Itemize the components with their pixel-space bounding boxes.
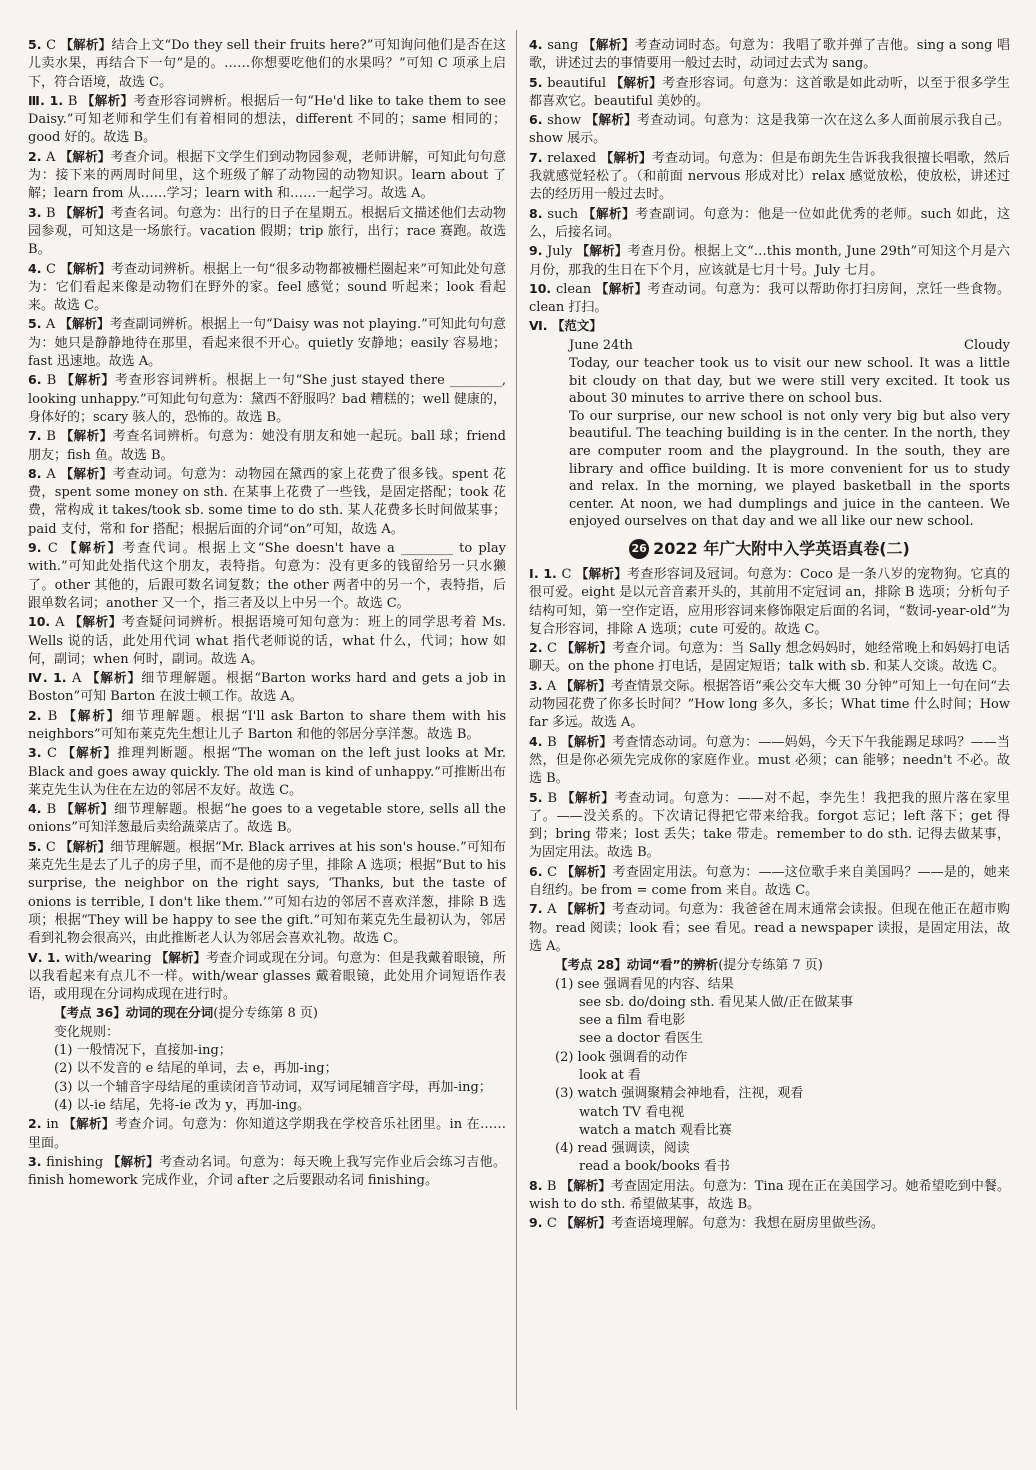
analysis-label: 【解析】 (561, 863, 613, 879)
analysis-label: 【解析】 (62, 745, 118, 761)
answer-item (529, 149, 1010, 205)
analysis-label: 【解析】 (585, 112, 637, 128)
analysis-text: 考查副词辨析。根据上一句“Daisy was not playing.”可知此句句意为：她只是静静地待在那里，看起来很不开心。quietly 安静地；easily 容易地；fast 迅速地。故选 A。 (28, 317, 506, 370)
analysis-text: 考查动词。句意为：但是布朗先生告诉我我很擅长唱歌，然后我就感觉轻松了。（和前面 nervous 形成对比）relax 感觉放松，使放松，讲述过去的经历用一般过去时。 (529, 150, 1010, 203)
question-number: 5. (28, 37, 47, 52)
answer-value: A (72, 671, 87, 687)
answer-value: B (546, 1178, 561, 1194)
analysis-label: 【解析】 (576, 243, 628, 259)
answer-value: relaxed (547, 150, 601, 166)
answer-value: July (547, 244, 577, 260)
answer-item (529, 242, 1010, 280)
analysis-label: 【解析】 (81, 92, 134, 108)
analysis-text: 考查介词。句意为：你知道这学期我在学校音乐社团里。in 在……里面。 (28, 1117, 506, 1151)
analysis-text: 考查动词时态。句意为：我唱了歌并弹了吉他。sing a song 唱歌，讲述过去的事情要用一般过去时，动词过去式为 sang。 (529, 38, 1010, 72)
answer-value: B (547, 734, 562, 750)
question-number: 8. (529, 205, 548, 221)
question-number: 4. (529, 733, 548, 749)
analysis-label: 【解析】 (560, 1177, 611, 1193)
key-point-line: watch TV 看电视 (579, 1104, 685, 1120)
answer-value: finishing (46, 1154, 108, 1170)
analysis-label: 【解析】 (86, 670, 142, 686)
question-number: 3. (28, 745, 48, 761)
answer-item (28, 465, 506, 539)
answer-item (28, 613, 506, 669)
question-number: 4. (28, 801, 47, 817)
answer-value: B (47, 708, 64, 724)
section-number: Ⅵ. (529, 318, 552, 334)
question-number: 1. (543, 565, 562, 581)
analysis-label: 【解析】 (561, 640, 613, 656)
analysis-text: 考查动词。句意为：我可以帮助你打扫房间，烹饪一些食物。clean 打扫。 (529, 281, 1010, 316)
question-number: 8. (529, 1177, 547, 1193)
question-number: 9. (529, 243, 548, 259)
answer-value: such (547, 206, 583, 222)
question-number: 10. (529, 280, 556, 296)
answer-item (28, 371, 506, 427)
key-point-title: 动词的现在分词 (125, 1005, 214, 1021)
analysis-label: 【解析】 (63, 1116, 115, 1132)
question-number: 6. (28, 372, 47, 388)
question-number: 4. (28, 260, 46, 276)
analysis-label: 【解析】 (155, 949, 206, 965)
analysis-text: 考查形容词辨析。根据后一句“He'd like to take them to see Daisy.”可知老师和学生们有着相同的想法，different 不同的；same 相同的；good 好的。故选 B。 (28, 93, 506, 146)
analysis-label: 【解析】 (575, 565, 628, 581)
question-number: 4. (529, 37, 548, 52)
analysis-label: 【解析】 (107, 1153, 160, 1169)
essay-date: June 24th (569, 337, 633, 353)
key-point-line: 变化规则： (54, 1024, 120, 1040)
analysis-label: 【解析】 (60, 465, 113, 481)
analysis-label: 【解析】 (60, 838, 111, 854)
answer-value: show (547, 113, 586, 129)
answer-value: B (46, 802, 62, 818)
analysis-label: 【解析】 (560, 677, 611, 693)
answer-value: with/wearing (64, 950, 156, 966)
analysis-text: 考查动词。句意为：这是我第一次在这么多人面前展示我自己。show 展示。 (529, 113, 1010, 147)
analysis-text: 推理判断题。根据“The woman on the left just looks at Mr. Black and goes away quickly. The old man is kind of unhappy.”可推断出布莱克先生认为住在左边的邻居不友好。故选 C。 (28, 746, 506, 798)
analysis-text: 考查动词。句意为：动物园在黛西的家上花费了很多钱。spent 花费，spent some money on sth. 在某事上花费了一些钱，是固定搭配；took 花费，常构成 it takes/took sb. some time to do sth. 某人花费多长时间做某事；paid 支付，常和 for 搭配；根据后面的介词“on”可知，故选 A。 (28, 466, 506, 537)
question-number: 5. (529, 789, 548, 805)
answer-item (529, 639, 1010, 677)
analysis-text: 考查名词辨析。句意为：她没有朋友和她一起玩。ball 球；friend 朋友；fish 鱼。故选 B。 (28, 429, 506, 463)
answer-item (28, 838, 506, 949)
question-number: 2. (28, 707, 48, 723)
question-number: 9. (28, 540, 48, 556)
analysis-label: 【解析】 (582, 37, 635, 52)
key-point-tag: 【考点 28】 (555, 957, 627, 973)
analysis-label: 【解析】 (60, 37, 112, 52)
answer-value: clean (555, 281, 596, 297)
key-point-line: see sb. do/doing sth. 看见某人做/正在做某事 (579, 994, 854, 1010)
analysis-text: 考查固定用法。句意为：Tina 现在正在美国学习。她希望吃到中餐。wish to do sth. 希望做某事，故选 B。 (529, 1178, 1010, 1213)
exam-title-text: 2022 年广大附中入学英语真卷(二) (653, 538, 910, 558)
key-point-line: (1) see 强调看见的内容、结果 (555, 976, 734, 992)
answer-item (28, 148, 506, 204)
question-number: 7. (529, 901, 548, 917)
analysis-label: 【解析】 (561, 789, 615, 805)
answer-item (28, 36, 506, 92)
key-point-ref: (提分专练第 8 页) (213, 1006, 318, 1022)
analysis-text: 考查形容词辨析。根据上一句“She just stayed there ________, looking unhappy.”可知此句句意为：黛西不舒服吗？bad 糟糕的；well 健康的，身体好的；scary 骇人的，恐怖的。故选 B。 (28, 373, 506, 425)
analysis-label: 【解析】 (560, 901, 612, 917)
question-number: 7. (28, 428, 47, 444)
question-number: 2. (529, 640, 548, 656)
analysis-label: 【解析】 (582, 205, 636, 221)
question-number: 5. (28, 316, 46, 332)
analysis-text: 考查动词。句意为：我爸爸在周末通常会读报。但现在他正在超市购物。read 阅读；look 看；see 看见。read a newspaper 读报，是固定用法，故选 A。 (529, 902, 1010, 954)
answer-value: C (47, 746, 63, 762)
question-number: 2. (28, 148, 46, 164)
section-number: Ⅳ. (28, 670, 54, 686)
answer-item (28, 315, 506, 371)
answer-item (529, 1214, 1010, 1233)
question-number: 3. (28, 1153, 47, 1169)
answer-value: C (45, 261, 61, 277)
analysis-label: 【解析】 (61, 801, 115, 817)
answer-value: B (67, 93, 82, 109)
answer-item (28, 1153, 506, 1191)
essay-date-line (529, 337, 1010, 355)
answer-value: C (546, 1216, 561, 1232)
answer-value: A (46, 466, 61, 482)
question-number: 5. (28, 838, 46, 854)
key-point-line: (4) 以-ie 结尾，先将-ie 改为 y，再加-ing。 (54, 1097, 311, 1113)
question-number: 10. (28, 614, 56, 630)
left-column (28, 36, 506, 1190)
key-point-line: (2) 以不发音的 e 结尾的单词，去 e，再加-ing； (54, 1061, 338, 1077)
answer-item (28, 260, 506, 316)
key-point-heading (529, 956, 1010, 975)
section-number: Ⅲ. (28, 92, 50, 108)
answer-item (28, 92, 506, 148)
answer-item (529, 565, 1010, 639)
question-number: 6. (529, 112, 548, 128)
section-number: Ⅰ. (529, 565, 544, 581)
key-point-line: (4) read 强调读，阅读 (555, 1141, 690, 1157)
answer-value: C (45, 839, 61, 855)
question-number: 2. (28, 1116, 47, 1132)
essay-paragraph: To our surprise, our new school is not only very big but also very beautiful. The teaching building is in the center. In the north, they are computer room and the playground. In the south, they are library and office building. It is more convenient for us to study and relax. In the morning, we played basketball in the sports center. At noon, we had dumplings and juice in the canteen. We enjoyed ourselves on that day and we all like our new school. (569, 408, 1010, 530)
analysis-text: 考查月份。根据上文“…this month, June 29th”可知这个月是六月份，那我的生日在下个月，应该就是七月十号。July 七月。 (529, 244, 1010, 278)
analysis-text: 细节理解题。根据“I'll ask Barton to share them with his neighbors”可知布莱克先生想让儿子 Barton 和他的邻居分享洋葱。故选 B。 (28, 708, 506, 742)
answer-value: A (546, 678, 561, 694)
analysis-label: 【解析】 (59, 148, 111, 164)
exam-title (529, 537, 1010, 561)
essay-weather: Cloudy (964, 337, 1010, 353)
answer-item (529, 789, 1010, 863)
answer-item (28, 669, 506, 707)
analysis-text: 结合上文“Do they sell their fruits here?”可知询问他们是否在这儿卖水果，再结合下一句“是的。……你想要吃他们的水果吗？”可知 C 项承上启下，符合语境，故选 C。 (28, 38, 506, 90)
answer-value: B (547, 790, 562, 806)
key-point-title: 动词“看”的辨析 (626, 957, 719, 973)
question-number: 6. (529, 863, 548, 879)
exam-number-badge: 26 (629, 539, 649, 559)
answer-item (529, 677, 1010, 733)
analysis-text: 考查语境理解。句意为：我想在厨房里做些汤。 (610, 1216, 884, 1232)
answer-item (28, 707, 506, 745)
key-point-line: see a film 看电影 (579, 1013, 686, 1029)
answer-item (529, 280, 1010, 318)
question-number: 5. (529, 74, 548, 90)
question-number: 1. (53, 670, 73, 686)
analysis-text: 考查形容词。句意为：这首歌是如此动听，以至于很多学生都喜欢它。beautiful 美妙的。 (529, 75, 1010, 109)
analysis-label: 【解析】 (61, 372, 115, 388)
analysis-text: 考查名词。句意为：出行的日子在星期五。根据后文描述他们去动物园参观，可知这是一场旅行。vacation 假期；trip 旅行，出行；race 赛跑。故选 B。 (28, 205, 506, 258)
key-point-ref: (提分专练第 7 页) (718, 958, 823, 974)
answer-value: B (46, 429, 61, 445)
answer-value: A (547, 902, 561, 918)
analysis-label: 【解析】 (60, 428, 113, 444)
analysis-label: 【解析】 (59, 316, 110, 332)
analysis-text: 细节理解题。根据“Mr. Black arrives at his son's house.”可知布莱克先生是去了儿子的房子里，而不是他的房子里，排除 A 选项；根据“But to his surprise, the neighbor on the right says, ‘Thanks, but the taste of onions is terrible, I don't like them.’”可知右边的邻居不喜欢洋葱，排除 B 选项；根据“They will be happy to see the gift.”可知布莱克先生最初认为，邻居看到礼物会很高兴，由此推断老人认为邻居会喜欢礼物。故选 C。 (28, 839, 506, 947)
answer-item (529, 205, 1010, 243)
answer-item (529, 900, 1010, 956)
key-point-line: look at 看 (579, 1068, 641, 1083)
answer-item (529, 36, 1010, 74)
analysis-text: 考查动词辨析。根据上一句“很多动物都被栅栏圈起来”可知此处句意为：它们看起来像是动物们在野外的家。feel 感觉；sound 听起来；look 看起来。故选 C。 (28, 261, 506, 314)
analysis-text: 细节理解题。根据“Barton works hard and gets a job in Boston”可知 Barton 在波士顿工作。故选 A。 (28, 671, 506, 705)
analysis-text: 考查介词。根据下文学生们到动物园参观，老师讲解，可知此句句意为：接下来的两周时间里，这个班级了解了动物园的动物知识。learn about 了解；learn from 从……学习；learn with 和……一起学习。故选 A。 (28, 149, 506, 202)
analysis-text: 细节理解题。根据“he goes to a vegetable store, sells all the onions”可知洋葱最后卖给蔬菜店了。故选 B。 (28, 802, 506, 836)
answer-item (28, 800, 506, 838)
answer-value: A (45, 317, 60, 333)
key-point-line: see a doctor 看医生 (579, 1031, 703, 1047)
analysis-label: 【解析】 (59, 204, 111, 220)
analysis-text: 考查动名词。句意为：每天晚上我写完作业后会练习吉他。finish homework 完成作业，介词 after 之后要跟动名词 finishing。 (28, 1154, 506, 1189)
answer-value: B (45, 205, 60, 221)
key-point-line: (1) 一般情况下，直接加-ing； (54, 1043, 232, 1059)
answer-item (28, 744, 506, 800)
analysis-label: 【解析】 (600, 149, 652, 165)
key-point-heading (28, 1004, 506, 1023)
key-point-line: watch a match 观看比赛 (579, 1122, 732, 1138)
answer-value: C (547, 864, 562, 880)
question-number: 9. (529, 1215, 547, 1231)
answer-value: A (46, 149, 60, 165)
analysis-text: 考查情态动词。句意为：——妈妈，今天下午我能踢足球吗？——当然，但是你必须先完成你的家庭作业。must 必须；can 能够；needn't 不必。故选 B。 (529, 734, 1010, 787)
analysis-label: 【解析】 (561, 733, 613, 749)
key-point-line: (2) look 强调看的动作 (555, 1049, 688, 1065)
right-column (529, 36, 1010, 1234)
question-number: 7. (529, 149, 548, 165)
analysis-text: 考查动词。句意为：——对不起，李先生！我把我的照片落在家里了。——没关系的。下次请记得把它带来给我。forgot 忘记；left 落下；get 得到；bring 带来；lost 丢失；take 带走。remember to do sth. 记得去做某事，为固定用法。故选 B。 (529, 790, 1010, 861)
column-divider (516, 30, 517, 1410)
answer-item (28, 539, 506, 613)
analysis-text: 考查介词。句意为：当 Sally 想念妈妈时，她经常晚上和妈妈打电话聊天。on the phone 打电话，是固定短语；talk with sb. 和某人交谈。故选 C。 (529, 641, 1010, 675)
analysis-text: 考查形容词及冠词。句意为：Coco 是一条八岁的宠物狗。它真的很可爱。eight 是以元音音素开头的，其前用不定冠词 an，排除 B 选项；分析句子结构可知，第一空作定语，应用形容词来修饰限定后面的名词，“数词-year-old”为复合形容词，排除 A 选项；cute 可爱的。故选 C。 (529, 566, 1010, 637)
answer-item (28, 427, 506, 465)
question-number: 1. (46, 949, 65, 965)
answer-value: A (55, 615, 70, 631)
answer-item (529, 111, 1010, 149)
answer-item (529, 863, 1010, 901)
model-essay-label: 【范文】 (551, 318, 602, 334)
analysis-label: 【解析】 (63, 707, 122, 723)
analysis-label: 【解析】 (610, 74, 663, 90)
question-number: 3. (28, 204, 46, 220)
analysis-label: 【解析】 (595, 280, 648, 296)
analysis-text: 考查副词。句意为：他是一位如此优秀的老师。such 如此，这么，后接名词。 (529, 206, 1010, 240)
answer-item (28, 1115, 506, 1153)
answer-value: C (561, 566, 576, 582)
analysis-label: 【解析】 (69, 614, 122, 630)
question-number: 1. (49, 92, 68, 108)
analysis-label: 【解析】 (560, 1215, 611, 1231)
answer-value: sang (547, 38, 583, 53)
question-number: 3. (529, 677, 547, 693)
question-number: 8. (28, 465, 47, 481)
answer-item (529, 74, 1010, 112)
answer-value: C (547, 641, 562, 657)
analysis-text: 考查固定用法。句意为：——这位歌手来自美国吗？——是的，她来自纽约。be from = come from 来自。故选 C。 (529, 864, 1010, 899)
key-point-tag: 【考点 36】 (54, 1005, 126, 1021)
answer-item (28, 949, 506, 1005)
key-point-line: (3) 以一个辅音字母结尾的重读闭音节动词，双写词尾辅音字母，再加-ing； (54, 1079, 492, 1095)
answer-item (529, 1177, 1010, 1215)
section-number: Ⅴ. (28, 949, 47, 965)
essay-paragraph: Today, our teacher took us to visit our new school. It was a little bit cloudy on that day, but we were still very excited. It took us about 30 minutes to arrive there on school bus. (569, 356, 1010, 407)
answer-item (529, 733, 1010, 789)
essay-label-line (529, 317, 1010, 336)
analysis-text: 考查情景交际。根据答语“乘公交车大概 30 分钟”可知上一句在问“去动物园花费了你多长时间？”How long 多久，多长；What time 什么时间；How far 多远。故选 A。 (529, 678, 1010, 731)
analysis-text: 考查疑问词辨析。根据语境可知句意为：班上的同学思考着 Ms. Wells 说的话，此处用代词 what 指代老师说的话，what 什么，代词；how 如何，副词；when 何时，副词。故选 A。 (28, 615, 506, 667)
answer-item (28, 204, 506, 260)
answer-value: B (46, 373, 62, 389)
answer-value: beautiful (547, 75, 611, 91)
analysis-label: 【解析】 (64, 540, 123, 556)
analysis-text: 考查介词或现在分词。句意为：但是我戴着眼镜，所以我看起来有点儿不一样。with/wear glasses 戴着眼镜，此处用介词短语作表语，或用现在分词构成现在进行时。 (28, 950, 506, 1003)
answer-value: C (46, 38, 61, 53)
key-point-line: (3) watch 强调聚精会神地看，注视，观看 (555, 1086, 804, 1102)
answer-value: C (47, 541, 65, 557)
analysis-label: 【解析】 (60, 260, 111, 276)
key-point-line: read a book/books 看书 (579, 1159, 730, 1175)
answer-value: in (46, 1117, 64, 1133)
analysis-text: 考查代词。根据上文“She doesn't have a ________ to play with.”可知此处指代这个朋友，表特指。句意为：没有更多的钱留给另一只水獭了。other 其他的，后跟可数名词复数；the other 两者中的另一个，表特指，后跟单数名词；another 又一个，指三者及以上中另一个。故选 C。 (28, 541, 506, 611)
